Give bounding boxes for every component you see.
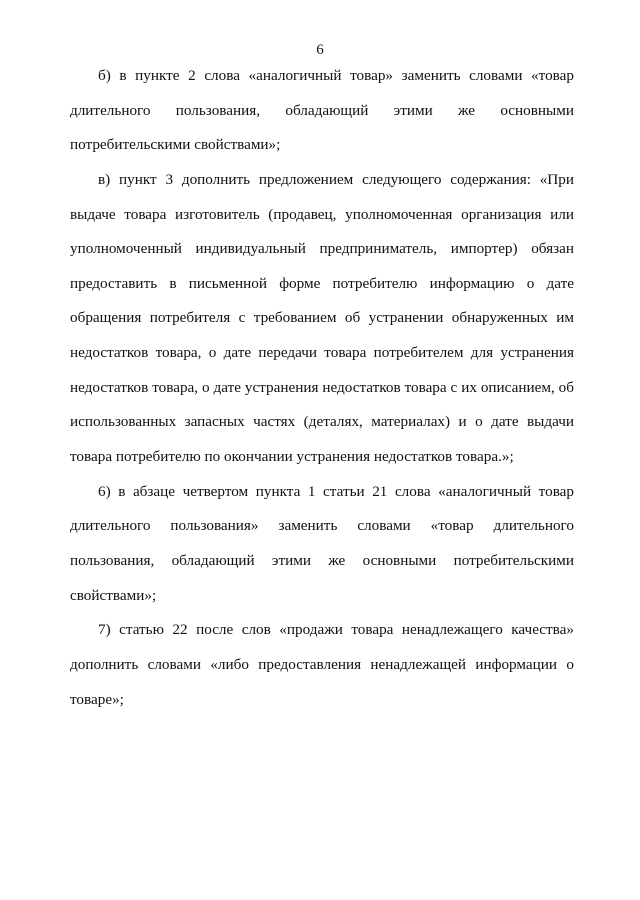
page-number: 6 (316, 42, 324, 58)
paragraph-b (70, 64, 574, 168)
paragraph-v (70, 168, 574, 480)
paragraph-line: длительного пользования» заменить словами «товар длительного (70, 517, 574, 535)
paragraph-line: дополнить словами «либо предоставления ненадлежащей информации о (70, 655, 574, 673)
paragraph-line: 6) в абзаце четвертом пункта 1 статьи 21 слова «аналогичный товар (98, 482, 574, 500)
paragraph-line: б) в пункте 2 слова «аналогичный товар» заменить словами «товар (98, 67, 574, 84)
paragraph-7 (70, 618, 574, 722)
paragraph-line: обращения потребителя с требованием об устранении обнаруженных им (70, 309, 574, 327)
paragraph-line: товара потребителю по окончании устранения недостатков товара.»; (70, 448, 514, 466)
paragraph-line: пользования, обладающий этими же основными потребительскими (70, 551, 574, 569)
paragraph-line: выдаче товара изготовитель (продавец, уполномоченная организация или (70, 205, 574, 223)
paragraph-line: использованных запасных частях (деталях, материалах) и о дате выдачи (70, 413, 574, 431)
paragraph-line: 7) статью 22 после слов «продажи товара ненадлежащего качества» (98, 621, 574, 639)
paragraph-line: уполномоченный индивидуальный предприниматель, импортер) обязан (70, 240, 574, 258)
paragraph-line: недостатков товара, о дате передачи товара потребителем для устранения (70, 344, 574, 362)
paragraph-line: товаре»; (70, 690, 124, 708)
paragraph-6 (70, 480, 574, 619)
document-body (70, 64, 574, 722)
paragraph-line: длительного пользования, обладающий этими же основными (70, 101, 574, 119)
paragraph-line: свойствами»; (70, 586, 157, 604)
paragraph-line: потребительскими свойствами»; (70, 136, 281, 154)
paragraph-line: в) пункт 3 дополнить предложением следующего содержания: «При (98, 170, 574, 188)
paragraph-line: недостатков товара, о дате устранения недостатков товара с их описанием, об (70, 378, 574, 396)
paragraph-line: предоставить в письменной форме потребителю информацию о дате (70, 274, 574, 292)
